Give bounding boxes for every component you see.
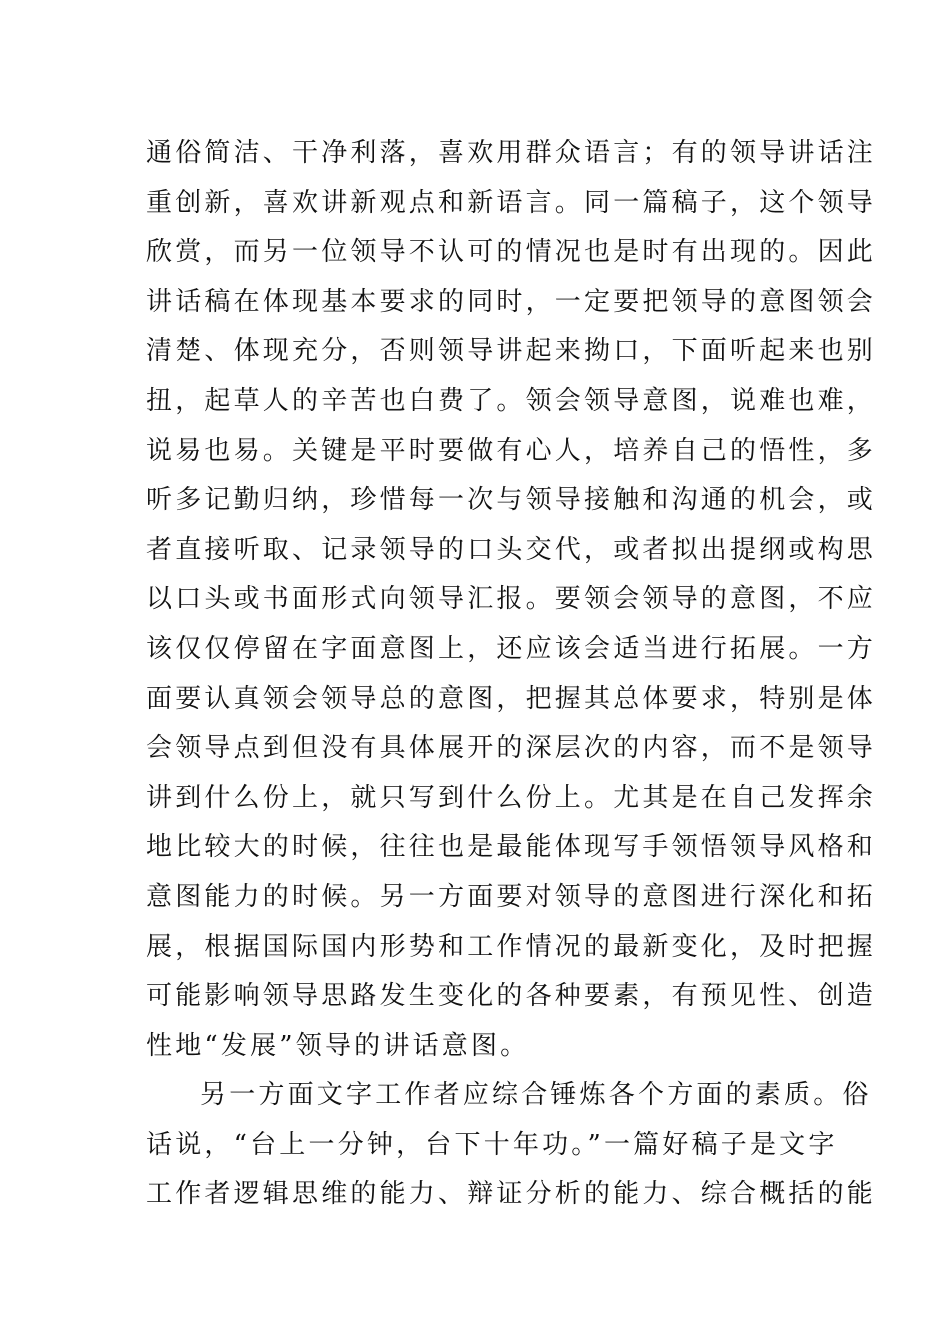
paragraph-1-line: 讲到什么份上，就只写到什么份上。尤其是在自己发挥余 [146, 782, 877, 813]
paragraph-2-line: 工作者逻辑思维的能力、辩证分析的能力、综合概括的能 [146, 1179, 877, 1210]
paragraph-1-line: 可能影响领导思路发生变化的各种要素，有预见性、创造 [146, 981, 877, 1012]
paragraph-1-line: 性地“发展”领导的讲话意图。 [146, 1030, 530, 1061]
paragraph-1-line: 展，根据国际国内形势和工作情况的最新变化，及时把握 [146, 931, 877, 962]
paragraph-1-line: 讲话稿在体现基本要求的同时，一定要把领导的意图领会 [146, 286, 877, 317]
paragraph-1-line: 该仅仅停留在字面意图上，还应该会适当进行拓展。一方 [146, 633, 877, 664]
paragraph-1-line: 以口头或书面形式向领导汇报。要领会领导的意图，不应 [146, 584, 877, 615]
paragraph-1-line: 重创新，喜欢讲新观点和新语言。同一篇稿子，这个领导 [146, 187, 877, 218]
paragraph-1-line: 通俗简洁、干净利落，喜欢用群众语言；有的领导讲话注 [146, 138, 877, 168]
paragraph-1-line: 面要认真领会领导总的意图，把握其总体要求，特别是体 [146, 683, 877, 714]
paragraph-1-line: 欣赏，而另一位领导不认可的情况也是时有出现的。因此 [146, 237, 877, 268]
paragraph-1-line: 清楚、体现充分，否则领导讲起来拗口，下面听起来也别 [146, 336, 877, 367]
paragraph-2-line: 另一方面文字工作者应综合锤炼各个方面的素质。俗 [200, 1080, 872, 1111]
paragraph-1-line: 者直接听取、记录领导的口头交代，或者拟出提纲或构思 [146, 534, 877, 565]
paragraph-1-line: 意图能力的时候。另一方面要对领导的意图进行深化和拓 [146, 881, 877, 912]
paragraph-1-line: 听多记勤归纳，珍惜每一次与领导接触和沟通的机会，或 [146, 485, 877, 516]
paragraph-1-line: 地比较大的时候，往往也是最能体现写手领悟领导风格和 [146, 832, 877, 863]
paragraph-1-line: 会领导点到但没有具体展开的深层次的内容，而不是领导 [146, 733, 877, 764]
paragraph-1-line: 说易也易。关键是平时要做有心人，培养自己的悟性，多 [146, 435, 877, 466]
paragraph-2-line: 话说，“台上一分钟，台下十年功。”一篇好稿子是文字 [146, 1129, 838, 1160]
paragraph-1-line: 扭，起草人的辛苦也白费了。领会领导意图，说难也难， [146, 385, 877, 416]
body-text [146, 129, 877, 1220]
